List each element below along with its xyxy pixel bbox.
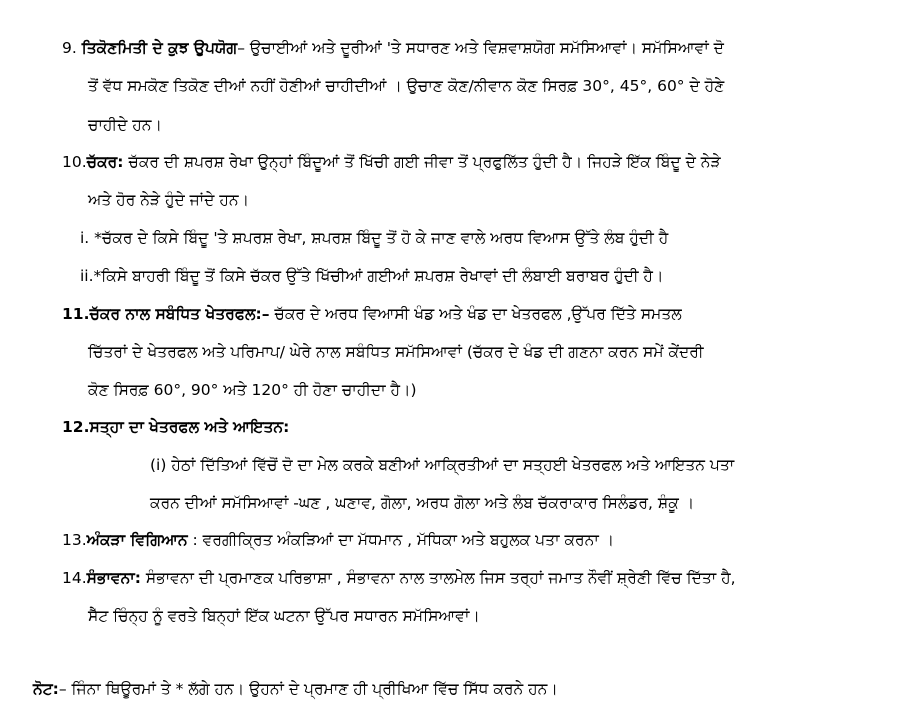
item-9-line-2 <box>88 75 724 97</box>
item-heading: ਚੱਕਰ: <box>86 153 124 171</box>
item-number: 9. <box>62 39 77 57</box>
item-10-line-1 <box>62 151 721 173</box>
note-line <box>33 678 558 700</box>
item-text: ਅਤੇ ਹੋਰ ਨੇੜੇ ਹੁੰਦੇ ਜਾਂਦੇ ਹਨ। <box>88 191 250 209</box>
item-heading: ਸਤ੍ਹਾ ਦਾ ਖੇਤਰਫਲ ਅਤੇ ਆਇਤਨ: <box>89 418 290 436</box>
item-heading: ਸੰਭਾਵਨਾ: <box>86 569 141 587</box>
item-heading: ਤਿਕੋਣਮਿਤੀ ਦੇ ਕੁਝ ਉਪਯੋਗ <box>81 39 238 57</box>
item-text: ਚਿੱਤਰਾਂ ਦੇ ਖੇਤਰਫਲ ਅਤੇ ਪਰਿਮਾਪ/ ਘੇਰੇ ਨਾਲ ਸਬੰਧਿਤ ਸਮੱਸਿਆਵਾਂ (ਚੱਕਰ ਦੇ ਖੰਡ ਦੀ ਗਣਨਾ ਕਰਨ ਸਮੇਂ ਕੇਂਦਰੀ <box>88 343 704 361</box>
item-10-sub-i <box>80 227 668 249</box>
item-number: 14. <box>62 569 87 587</box>
item-number: 12. <box>62 418 90 436</box>
item-text: ਚੱਕਰ ਦੇ ਅਰਧ ਵਿਆਸੀ ਖੰਡ ਅਤੇ ਖੰਡ ਦਾ ਖੇਤਰਫਲ ,ਉੱਪਰ ਦਿੱਤੇ ਸਮਤਲ <box>269 305 682 323</box>
item-9-line-3 <box>88 114 162 136</box>
item-number: 10. <box>62 153 87 171</box>
sub-item-text: i. *ਚੱਕਰ ਦੇ ਕਿਸੇ ਬਿੰਦੂ 'ਤੇ ਸ਼ਪਰਸ਼ ਰੇਖਾ, ਸ਼ਪਰਸ਼ ਬਿੰਦੂ ਤੋਂ ਹੋ ਕੇ ਜਾਣ ਵਾਲੇ ਅਰਧ ਵਿਆਸ ਉੱਤੇ ਲੰਬ ਹੁੰਦੀ ਹੈ <box>80 229 669 247</box>
item-10-line-2 <box>88 189 249 211</box>
item-text: : ਵਰਗੀਕ੍ਰਿਤ ਅੰਕੜਿਆਂ ਦਾ ਮੱਧਮਾਨ , ਮੱਧਿਕਾ ਅਤੇ ਬਹੁਲਕ ਪਤਾ ਕਰਨਾ । <box>187 531 615 549</box>
item-heading: ਚੱਕਰ ਨਾਲ ਸਬੰਧਿਤ ਖੇਤਰਫਲ:– <box>89 305 270 323</box>
item-text: ਕਰਨ ਦੀਆਂ ਸਮੱਸਿਆਵਾਂ -ਘਣ , ਘਣਾਵ, ਗੋਲਾ, ਅਰਧ ਗੋਲਾ ਅਤੇ ਲੰਬ ਚੱਕਰਾਕਾਰ ਸਿਲੰਡਰ, ਸ਼ੰਕੂ । <box>150 494 695 512</box>
item-11-line-3 <box>88 379 417 401</box>
item-text: (i) ਹੇਠਾਂ ਦਿੱਤਿਆਂ ਵਿੱਚੋਂ ਦੋ ਦਾ ਮੇਲ ਕਰਕੇ ਬਣੀਆਂ ਆਕ੍ਰਿਤੀਆਂ ਦਾ ਸਤ੍ਹਈ ਖੇਤਰਫਲ ਅਤੇ ਆਇਤਨ ਪਤਾ <box>150 456 735 474</box>
item-9-line-1 <box>62 37 860 59</box>
sub-item-text: ii.*ਕਿਸੇ ਬਾਹਰੀ ਬਿੰਦੂ ਤੋਂ ਕਿਸੇ ਚੱਕਰ ਉੱਤੇ ਖਿੱਚੀਆਂ ਗਈਆਂ ਸ਼ਪਰਸ਼ ਰੇਖਾਵਾਂ ਦੀ ਲੰਬਾਈ ਬਰਾਬਰ ਹੁੰਦੀ ਹੈ। <box>80 267 664 285</box>
item-12-line-2 <box>150 492 694 514</box>
item-11-line-1 <box>62 303 682 325</box>
item-text: ਸੈੱਟ ਚਿੰਨ੍ਹ ਨੂੰ ਵਰਤੇ ਬਿਨ੍ਹਾਂ ਇੱਕ ਘਟਨਾ ਉੱਪਰ ਸਧਾਰਨ ਸਮੱਸਿਆਵਾਂ। <box>88 607 480 625</box>
item-11-line-2 <box>88 341 704 363</box>
item-10-sub-ii <box>80 265 663 287</box>
item-12-line-1 <box>150 454 734 476</box>
item-text: ਚਾਹੀਦੇ ਹਨ। <box>88 116 162 134</box>
item-text: – ਉਚਾਈਆਂ ਅਤੇ ਦੂਰੀਆਂ 'ਤੇ ਸਧਾਰਣ ਅਤੇ ਵਿਸ਼ਵਾਸ਼ਯੋਗ ਸਮੱਸਿਆਵਾਂ। ਸਮੱਸਿਆਵਾਂ ਦੋ <box>237 39 724 57</box>
item-13-line-1 <box>62 529 614 551</box>
item-14-line-1 <box>62 567 736 589</box>
item-heading: ਅੰਕੜਾ ਵਿਗਿਆਨ <box>86 531 188 549</box>
item-14-line-2 <box>88 605 480 627</box>
item-number: 11. <box>62 305 90 323</box>
note-heading: ਨੋਟ: <box>33 680 59 698</box>
item-text: ਸੰਭਾਵਨਾ ਦੀ ਪ੍ਰਮਾਣਕ ਪਰਿਭਾਸ਼ਾ , ਸੰਭਾਵਨਾ ਨਾਲ ਤਾਲਮੇਲ ਜਿਸ ਤਰ੍ਹਾਂ ਜਮਾਤ ਨੌਵੀਂ ਸ਼੍ਰੇਣੀ ਵਿੱਚ ਦਿੱਤਾ ਹੈ, <box>140 569 736 587</box>
item-text: ਤੋਂ ਵੱਧ ਸਮਕੋਣ ਤਿਕੋਣ ਦੀਆਂ ਨਹੀਂ ਹੋਣੀਆਂ ਚਾਹੀਦੀਆਂ । ਉਚਾਣ ਕੋਣ/ਨੀਵਾਨ ਕੋਣ ਸਿਰਫ਼ 30°, 45°, 60° ਦੇ ਹੋਣੇ <box>88 77 725 95</box>
item-text: ਚੱਕਰ ਦੀ ਸ਼ਪਰਸ਼ ਰੇਖਾ ਉਨ੍ਹਾਂ ਬਿੰਦੂਆਂ ਤੋਂ ਖਿੱਚੀ ਗਈ ਜੀਵਾ ਤੋਂ ਪ੍ਰਫੁਲਿੱਤ ਹੁੰਦੀ ਹੈ। ਜਿਹੜੇ ਇੱਕ ਬਿੰਦੂ ਦੇ ਨੇੜੇ <box>123 153 721 171</box>
item-text: ਕੋਣ ਸਿਰਫ਼ 60°, 90° ਅਤੇ 120° ਹੀ ਹੋਣਾ ਚਾਹੀਦਾ ਹੈ।) <box>88 381 417 399</box>
item-12-heading-line <box>62 416 289 438</box>
note-text: – ਜਿੰਨਾ ਥਿਊਰਮਾਂ ਤੇ * ਲੱਗੇ ਹਨ। ਉਹਨਾਂ ਦੇ ਪ੍ਰਮਾਣ ਹੀ ਪ੍ਰੀਖਿਆ ਵਿੱਚ ਸਿੱਧ ਕਰਨੇ ਹਨ। <box>58 680 558 698</box>
item-number: 13. <box>62 531 87 549</box>
